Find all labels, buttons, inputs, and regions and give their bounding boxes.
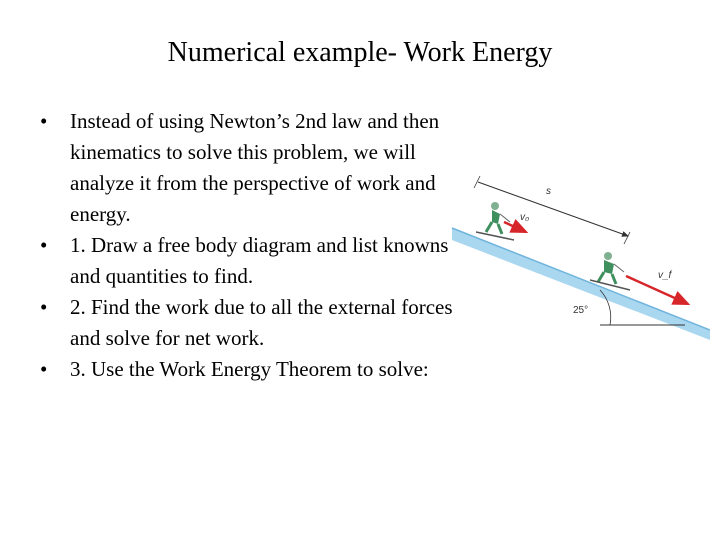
final-velocity-label: v_f bbox=[658, 270, 672, 281]
skier-slope-figure bbox=[440, 170, 710, 340]
angle-label: 25° bbox=[573, 305, 589, 316]
bullet-item bbox=[40, 230, 460, 292]
bullet-dot: • bbox=[40, 295, 48, 319]
skier-start-icon bbox=[476, 202, 514, 240]
distance-label: s bbox=[546, 186, 551, 197]
bullet-item bbox=[40, 106, 460, 230]
initial-velocity-arrow bbox=[504, 222, 526, 232]
bullet-text: 2. Find the work due to all the external forces and solve for net work. bbox=[70, 295, 453, 350]
distance-right-tick bbox=[624, 232, 630, 244]
slide-title: Numerical example- Work Energy bbox=[167, 37, 553, 68]
bullet-dot: • bbox=[40, 357, 48, 381]
bullet-item bbox=[40, 292, 460, 354]
initial-velocity-label: v₀ bbox=[520, 212, 530, 223]
bullet-list bbox=[40, 106, 460, 385]
bullet-item bbox=[40, 354, 460, 385]
bullet-dot: • bbox=[40, 233, 48, 257]
bullet-text: 1. Draw a free body diagram and list knowns and quantities to find. bbox=[70, 233, 449, 288]
slope-surface bbox=[452, 228, 710, 340]
bullet-dot: • bbox=[40, 109, 48, 133]
bullet-text: Instead of using Newton’s 2nd law and then kinematics to solve this problem, we will analyze it from the perspective of work and energy. bbox=[70, 109, 440, 226]
bullet-text: 3. Use the Work Energy Theorem to solve: bbox=[70, 357, 429, 381]
